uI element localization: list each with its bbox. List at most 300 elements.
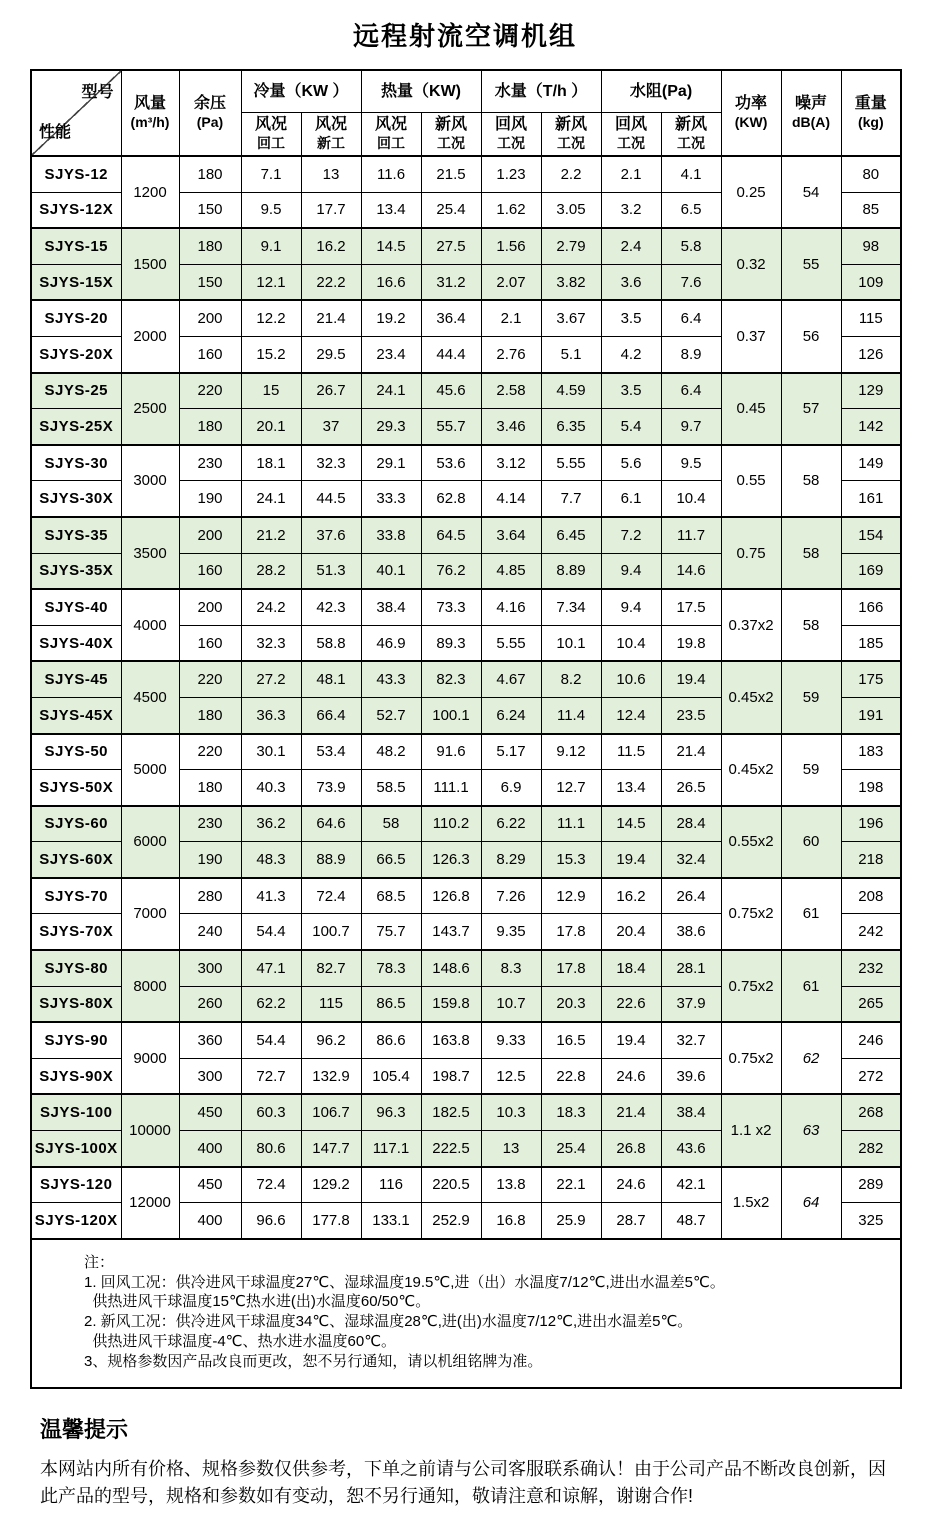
cell-noise: 58 — [781, 589, 841, 661]
cell-power: 0.55 — [721, 445, 781, 517]
cell-heat_fresh: 44.4 — [421, 336, 481, 372]
cell-heat_fresh: 64.5 — [421, 517, 481, 553]
page-title: 远程射流空调机组 — [352, 21, 577, 51]
subheader-line2: 工况 — [677, 135, 706, 152]
cell-cool_fresh: 106.7 — [301, 1094, 361, 1130]
cell-heat_fresh: 21.5 — [421, 156, 481, 192]
header-weight-line2: (kg) — [857, 114, 884, 131]
cell-cool_return: 12.1 — [241, 264, 301, 300]
cell-pressure: 180 — [179, 156, 241, 192]
cell-res_return: 18.4 — [601, 950, 661, 986]
cell-heat_return: 75.7 — [361, 914, 421, 950]
cell-cool_return: 54.4 — [241, 914, 301, 950]
cell-airflow: 2000 — [121, 300, 179, 372]
subheader-water-return — [481, 113, 541, 157]
cell-water_fresh: 11.1 — [541, 806, 601, 842]
header-cooling-group: 冷量（KW ） — [241, 70, 361, 113]
cell-water_return: 13 — [481, 1131, 541, 1167]
cell-cool_return: 41.3 — [241, 878, 301, 914]
cell-weight: 242 — [841, 914, 901, 950]
cell-power: 0.37x2 — [721, 589, 781, 661]
subheader-cool-return — [241, 113, 301, 157]
cell-cool_return: 96.6 — [241, 1203, 301, 1239]
cell-power: 1.1 x2 — [721, 1094, 781, 1166]
table-row — [31, 734, 901, 770]
cell-res_return: 20.4 — [601, 914, 661, 950]
cell-cool_fresh: 29.5 — [301, 336, 361, 372]
subheader-cool-fresh — [301, 113, 361, 157]
cell-model: SJYS-100X — [31, 1131, 121, 1167]
cell-water_fresh: 18.3 — [541, 1094, 601, 1130]
cell-cool_fresh: 44.5 — [301, 481, 361, 517]
cell-heat_return: 19.2 — [361, 300, 421, 336]
cell-model: SJYS-35 — [31, 517, 121, 553]
cell-model: SJYS-60 — [31, 806, 121, 842]
subheader-line2: 回工 — [377, 135, 406, 152]
cell-pressure: 200 — [179, 517, 241, 553]
cell-heat_fresh: 100.1 — [421, 697, 481, 733]
header-weight-line1: 重量 — [854, 95, 887, 113]
cell-res_return: 4.2 — [601, 336, 661, 372]
cell-res_return: 3.5 — [601, 300, 661, 336]
cell-heat_return: 117.1 — [361, 1131, 421, 1167]
cell-cool_return: 15.2 — [241, 336, 301, 372]
cell-pressure: 150 — [179, 192, 241, 228]
cell-weight: 282 — [841, 1131, 901, 1167]
cell-heat_fresh: 159.8 — [421, 986, 481, 1022]
cell-power: 1.5x2 — [721, 1167, 781, 1239]
cell-res_fresh: 48.7 — [661, 1203, 721, 1239]
header-resistance-group: 水阻(Pa) — [601, 70, 721, 113]
cell-water_return: 8.29 — [481, 842, 541, 878]
header-power-line2: (KW) — [734, 114, 768, 131]
subheader-line1: 新风 — [675, 116, 708, 134]
cell-pressure: 180 — [179, 697, 241, 733]
subheader-line2: 工况 — [497, 135, 526, 152]
cell-cool_return: 24.1 — [241, 481, 301, 517]
cell-model: SJYS-70 — [31, 878, 121, 914]
cell-water_fresh: 20.3 — [541, 986, 601, 1022]
cell-cool_fresh: 73.9 — [301, 770, 361, 806]
cell-power: 0.75x2 — [721, 950, 781, 1022]
cell-heat_fresh: 62.8 — [421, 481, 481, 517]
cell-water_return: 1.56 — [481, 228, 541, 264]
cell-airflow: 3500 — [121, 517, 179, 589]
cell-heat_fresh: 89.3 — [421, 625, 481, 661]
cell-water_return: 4.14 — [481, 481, 541, 517]
cell-model: SJYS-80X — [31, 986, 121, 1022]
notice-heading: 温馨提示 — [40, 1416, 129, 1442]
cell-heat_fresh: 76.2 — [421, 553, 481, 589]
header-pressure-line2: (Pa) — [196, 114, 224, 131]
cell-cool_fresh: 37 — [301, 409, 361, 445]
cell-pressure: 360 — [179, 1022, 241, 1058]
cell-water_fresh: 16.5 — [541, 1022, 601, 1058]
cell-cool_fresh: 132.9 — [301, 1058, 361, 1094]
cell-pressure: 230 — [179, 806, 241, 842]
notes-row — [31, 1239, 901, 1388]
cell-cool_return: 62.2 — [241, 986, 301, 1022]
cell-res_fresh: 6.4 — [661, 300, 721, 336]
cell-airflow: 3000 — [121, 445, 179, 517]
cell-res_fresh: 10.4 — [661, 481, 721, 517]
cell-res_return: 10.6 — [601, 661, 661, 697]
cell-pressure: 230 — [179, 445, 241, 481]
cell-pressure: 260 — [179, 986, 241, 1022]
cell-heat_return: 105.4 — [361, 1058, 421, 1094]
cell-weight: 166 — [841, 589, 901, 625]
header-pressure-line1: 余压 — [193, 95, 226, 113]
cell-pressure: 180 — [179, 228, 241, 264]
cell-cool_fresh: 88.9 — [301, 842, 361, 878]
cell-model: SJYS-30X — [31, 481, 121, 517]
cell-water_fresh: 2.79 — [541, 228, 601, 264]
cell-water_return: 5.55 — [481, 625, 541, 661]
cell-water_fresh: 12.7 — [541, 770, 601, 806]
cell-power: 0.25 — [721, 156, 781, 228]
cell-weight: 142 — [841, 409, 901, 445]
cell-weight: 161 — [841, 481, 901, 517]
cell-heat_return: 14.5 — [361, 228, 421, 264]
cell-pressure: 180 — [179, 770, 241, 806]
header-noise-line2: dB(A) — [791, 114, 831, 131]
cell-res_return: 12.4 — [601, 697, 661, 733]
cell-water_return: 12.5 — [481, 1058, 541, 1094]
cell-res_return: 16.2 — [601, 878, 661, 914]
cell-cool_return: 12.2 — [241, 300, 301, 336]
cell-cool_fresh: 129.2 — [301, 1167, 361, 1203]
cell-heat_return: 13.4 — [361, 192, 421, 228]
cell-water_return: 10.7 — [481, 986, 541, 1022]
header-heating-group: 热量（KW) — [361, 70, 481, 113]
cell-heat_return: 29.1 — [361, 445, 421, 481]
cell-res_return: 28.7 — [601, 1203, 661, 1239]
cell-cool_fresh: 82.7 — [301, 950, 361, 986]
cell-model: SJYS-45 — [31, 661, 121, 697]
cell-pressure: 200 — [179, 589, 241, 625]
cell-res_fresh: 4.1 — [661, 156, 721, 192]
subheader-line1: 回风 — [615, 116, 648, 134]
cell-cool_fresh: 96.2 — [301, 1022, 361, 1058]
cell-water_fresh: 11.4 — [541, 697, 601, 733]
cell-weight: 85 — [841, 192, 901, 228]
subheader-line2: 回工 — [257, 135, 285, 152]
cell-power: 0.45x2 — [721, 734, 781, 806]
cell-res_fresh: 6.5 — [661, 192, 721, 228]
cell-model: SJYS-120 — [31, 1167, 121, 1203]
cell-airflow: 7000 — [121, 878, 179, 950]
subheader-resistance-return — [601, 113, 661, 157]
cell-heat_fresh: 198.7 — [421, 1058, 481, 1094]
cell-heat_fresh: 143.7 — [421, 914, 481, 950]
table-row — [31, 156, 901, 192]
note-line: 供热进风干球温度15℃热水进(出)水温度60/50℃。 — [84, 1293, 431, 1311]
cell-res_return: 10.4 — [601, 625, 661, 661]
cell-res_fresh: 23.5 — [661, 697, 721, 733]
cell-heat_fresh: 53.6 — [421, 445, 481, 481]
cell-cool_return: 36.3 — [241, 697, 301, 733]
cell-heat_fresh: 27.5 — [421, 228, 481, 264]
cell-water_fresh: 22.1 — [541, 1167, 601, 1203]
cell-res_fresh: 17.5 — [661, 589, 721, 625]
cell-model: SJYS-60X — [31, 842, 121, 878]
cell-heat_fresh: 31.2 — [421, 264, 481, 300]
cell-res_fresh: 11.7 — [661, 517, 721, 553]
cell-heat_return: 86.6 — [361, 1022, 421, 1058]
table-row — [31, 1167, 901, 1203]
cell-noise: 59 — [781, 734, 841, 806]
cell-pressure: 220 — [179, 373, 241, 409]
cell-res_fresh: 38.4 — [661, 1094, 721, 1130]
cell-res_fresh: 28.4 — [661, 806, 721, 842]
cell-cool_return: 27.2 — [241, 661, 301, 697]
cell-cool_fresh: 37.6 — [301, 517, 361, 553]
cell-heat_fresh: 91.6 — [421, 734, 481, 770]
cell-res_return: 3.5 — [601, 373, 661, 409]
cell-heat_fresh: 45.6 — [421, 373, 481, 409]
cell-res_return: 3.2 — [601, 192, 661, 228]
cell-water_return: 7.26 — [481, 878, 541, 914]
cell-weight: 126 — [841, 336, 901, 372]
cell-water_fresh: 5.1 — [541, 336, 601, 372]
header-weight — [841, 70, 901, 156]
cell-heat_return: 78.3 — [361, 950, 421, 986]
cell-heat_return: 68.5 — [361, 878, 421, 914]
subheader-line1: 风况 — [254, 116, 287, 134]
cell-heat_return: 116 — [361, 1167, 421, 1203]
cell-heat_return: 86.5 — [361, 986, 421, 1022]
cell-pressure: 220 — [179, 734, 241, 770]
cell-cool_return: 9.1 — [241, 228, 301, 264]
cell-airflow: 2500 — [121, 373, 179, 445]
cell-model: SJYS-12X — [31, 192, 121, 228]
cell-weight: 198 — [841, 770, 901, 806]
cell-weight: 129 — [841, 373, 901, 409]
cell-heat_fresh: 82.3 — [421, 661, 481, 697]
notice-section — [30, 1389, 900, 1512]
cell-noise: 61 — [781, 878, 841, 950]
cell-model: SJYS-40X — [31, 625, 121, 661]
cell-heat_return: 96.3 — [361, 1094, 421, 1130]
cell-pressure: 200 — [179, 300, 241, 336]
cell-cool_fresh: 53.4 — [301, 734, 361, 770]
note-line: 注： — [84, 1253, 115, 1271]
cell-pressure: 180 — [179, 409, 241, 445]
cell-heat_fresh: 252.9 — [421, 1203, 481, 1239]
cell-res_return: 26.8 — [601, 1131, 661, 1167]
subheader-line2: 新工 — [317, 135, 345, 152]
cell-pressure: 160 — [179, 625, 241, 661]
notice-body: 本网站内所有价格、规格参数仅供参考，下单之前请与公司客服联系确认！由于公司产品不断改良创新，因此产品的型号，规格和参数如有变动，恕不另行通知，敬请注意和谅解，谢谢合作! — [40, 1458, 886, 1507]
cell-water_fresh: 8.2 — [541, 661, 601, 697]
cell-water_return: 1.62 — [481, 192, 541, 228]
table-row — [31, 806, 901, 842]
cell-weight: 246 — [841, 1022, 901, 1058]
cell-water_fresh: 7.7 — [541, 481, 601, 517]
cell-airflow: 8000 — [121, 950, 179, 1022]
cell-water_return: 9.35 — [481, 914, 541, 950]
cell-noise: 58 — [781, 445, 841, 517]
cell-res_fresh: 21.4 — [661, 734, 721, 770]
cell-noise: 54 — [781, 156, 841, 228]
cell-water_fresh: 15.3 — [541, 842, 601, 878]
cell-weight: 185 — [841, 625, 901, 661]
cell-model: SJYS-120X — [31, 1203, 121, 1239]
table-notes — [31, 1239, 901, 1388]
cell-water_fresh: 6.35 — [541, 409, 601, 445]
cell-cool_return: 36.2 — [241, 806, 301, 842]
cell-water_return: 3.64 — [481, 517, 541, 553]
cell-weight: 183 — [841, 734, 901, 770]
cell-airflow: 9000 — [121, 1022, 179, 1094]
cell-water_return: 6.9 — [481, 770, 541, 806]
cell-airflow: 10000 — [121, 1094, 179, 1166]
cell-noise: 57 — [781, 373, 841, 445]
cell-model: SJYS-12 — [31, 156, 121, 192]
cell-weight: 175 — [841, 661, 901, 697]
cell-water_return: 3.46 — [481, 409, 541, 445]
cell-heat_return: 29.3 — [361, 409, 421, 445]
cell-res_return: 14.5 — [601, 806, 661, 842]
cell-cool_fresh: 16.2 — [301, 228, 361, 264]
cell-heat_return: 133.1 — [361, 1203, 421, 1239]
cell-weight: 98 — [841, 228, 901, 264]
cell-res_fresh: 26.4 — [661, 878, 721, 914]
cell-heat_return: 33.3 — [361, 481, 421, 517]
cell-model: SJYS-45X — [31, 697, 121, 733]
cell-model: SJYS-15X — [31, 264, 121, 300]
spec-table — [30, 69, 902, 1389]
cell-heat_return: 52.7 — [361, 697, 421, 733]
cell-airflow: 5000 — [121, 734, 179, 806]
cell-cool_return: 15 — [241, 373, 301, 409]
cell-heat_return: 43.3 — [361, 661, 421, 697]
cell-heat_fresh: 220.5 — [421, 1167, 481, 1203]
cell-res_fresh: 19.4 — [661, 661, 721, 697]
cell-res_fresh: 38.6 — [661, 914, 721, 950]
cell-weight: 208 — [841, 878, 901, 914]
cell-cool_fresh: 32.3 — [301, 445, 361, 481]
cell-water_fresh: 22.8 — [541, 1058, 601, 1094]
cell-cool_return: 32.3 — [241, 625, 301, 661]
cell-pressure: 160 — [179, 553, 241, 589]
table-row — [31, 589, 901, 625]
cell-noise: 62 — [781, 1022, 841, 1094]
cell-noise: 59 — [781, 661, 841, 733]
subheader-line1: 风况 — [375, 116, 408, 134]
table-row — [31, 300, 901, 336]
table-row — [31, 1022, 901, 1058]
cell-res_fresh: 43.6 — [661, 1131, 721, 1167]
cell-heat_return: 33.8 — [361, 517, 421, 553]
subheader-heat-return — [361, 113, 421, 157]
cell-cool_fresh: 17.7 — [301, 192, 361, 228]
cell-pressure: 220 — [179, 661, 241, 697]
cell-airflow: 6000 — [121, 806, 179, 878]
cell-heat_fresh: 55.7 — [421, 409, 481, 445]
cell-water_fresh: 6.45 — [541, 517, 601, 553]
cell-cool_fresh: 177.8 — [301, 1203, 361, 1239]
cell-noise: 63 — [781, 1094, 841, 1166]
cell-res_fresh: 9.5 — [661, 445, 721, 481]
cell-airflow: 12000 — [121, 1167, 179, 1239]
cell-res_return: 3.6 — [601, 264, 661, 300]
cell-cool_return: 47.1 — [241, 950, 301, 986]
cell-model: SJYS-70X — [31, 914, 121, 950]
cell-weight: 218 — [841, 842, 901, 878]
table-row — [31, 228, 901, 264]
subheader-line1: 回风 — [495, 116, 528, 134]
cell-noise: 64 — [781, 1167, 841, 1239]
subheader-line1: 新风 — [435, 116, 468, 134]
cell-airflow: 4500 — [121, 661, 179, 733]
cell-water_fresh: 3.05 — [541, 192, 601, 228]
cell-power: 0.37 — [721, 300, 781, 372]
cell-res_fresh: 19.8 — [661, 625, 721, 661]
cell-weight: 325 — [841, 1203, 901, 1239]
table-row — [31, 445, 901, 481]
note-line: 2. 新风工况：供冷进风干球温度34℃、湿球温度28℃,进(出)水温度7/12℃,进出水温差5℃。 — [84, 1313, 693, 1331]
cell-weight: 149 — [841, 445, 901, 481]
cell-heat_return: 16.6 — [361, 264, 421, 300]
cell-water_fresh: 10.1 — [541, 625, 601, 661]
cell-res_fresh: 32.7 — [661, 1022, 721, 1058]
table-row — [31, 950, 901, 986]
cell-noise: 55 — [781, 228, 841, 300]
cell-heat_return: 40.1 — [361, 553, 421, 589]
cell-heat_return: 48.2 — [361, 734, 421, 770]
cell-water_fresh: 2.2 — [541, 156, 601, 192]
cell-heat_return: 58 — [361, 806, 421, 842]
cell-heat_fresh: 126.3 — [421, 842, 481, 878]
cell-airflow: 1200 — [121, 156, 179, 228]
subheader-resistance-fresh — [661, 113, 721, 157]
cell-water_fresh: 4.59 — [541, 373, 601, 409]
cell-water_fresh: 12.9 — [541, 878, 601, 914]
table-row — [31, 1094, 901, 1130]
cell-res_return: 19.4 — [601, 1022, 661, 1058]
cell-cool_return: 24.2 — [241, 589, 301, 625]
cell-weight: 268 — [841, 1094, 901, 1130]
cell-res_fresh: 37.9 — [661, 986, 721, 1022]
cell-cool_fresh: 51.3 — [301, 553, 361, 589]
cell-water_return: 9.33 — [481, 1022, 541, 1058]
cell-power: 0.32 — [721, 228, 781, 300]
cell-res_return: 9.4 — [601, 589, 661, 625]
cell-model: SJYS-40 — [31, 589, 121, 625]
cell-cool_fresh: 58.8 — [301, 625, 361, 661]
cell-pressure: 160 — [179, 336, 241, 372]
note-line: 3、规格参数因产品改良而更改，恕不另行通知，请以机组铭牌为准。 — [84, 1352, 543, 1370]
cell-water_return: 4.67 — [481, 661, 541, 697]
cell-cool_fresh: 147.7 — [301, 1131, 361, 1167]
cell-pressure: 450 — [179, 1094, 241, 1130]
cell-res_fresh: 32.4 — [661, 842, 721, 878]
cell-airflow: 4000 — [121, 589, 179, 661]
cell-cool_fresh: 48.1 — [301, 661, 361, 697]
header-performance-label: 性能 — [39, 124, 72, 141]
cell-heat_fresh: 25.4 — [421, 192, 481, 228]
header-noise — [781, 70, 841, 156]
cell-water_fresh: 17.8 — [541, 914, 601, 950]
cell-model: SJYS-35X — [31, 553, 121, 589]
cell-res_return: 9.4 — [601, 553, 661, 589]
cell-noise: 56 — [781, 300, 841, 372]
cell-model: SJYS-25X — [31, 409, 121, 445]
cell-water_return: 2.1 — [481, 300, 541, 336]
cell-water_return: 8.3 — [481, 950, 541, 986]
cell-heat_return: 58.5 — [361, 770, 421, 806]
